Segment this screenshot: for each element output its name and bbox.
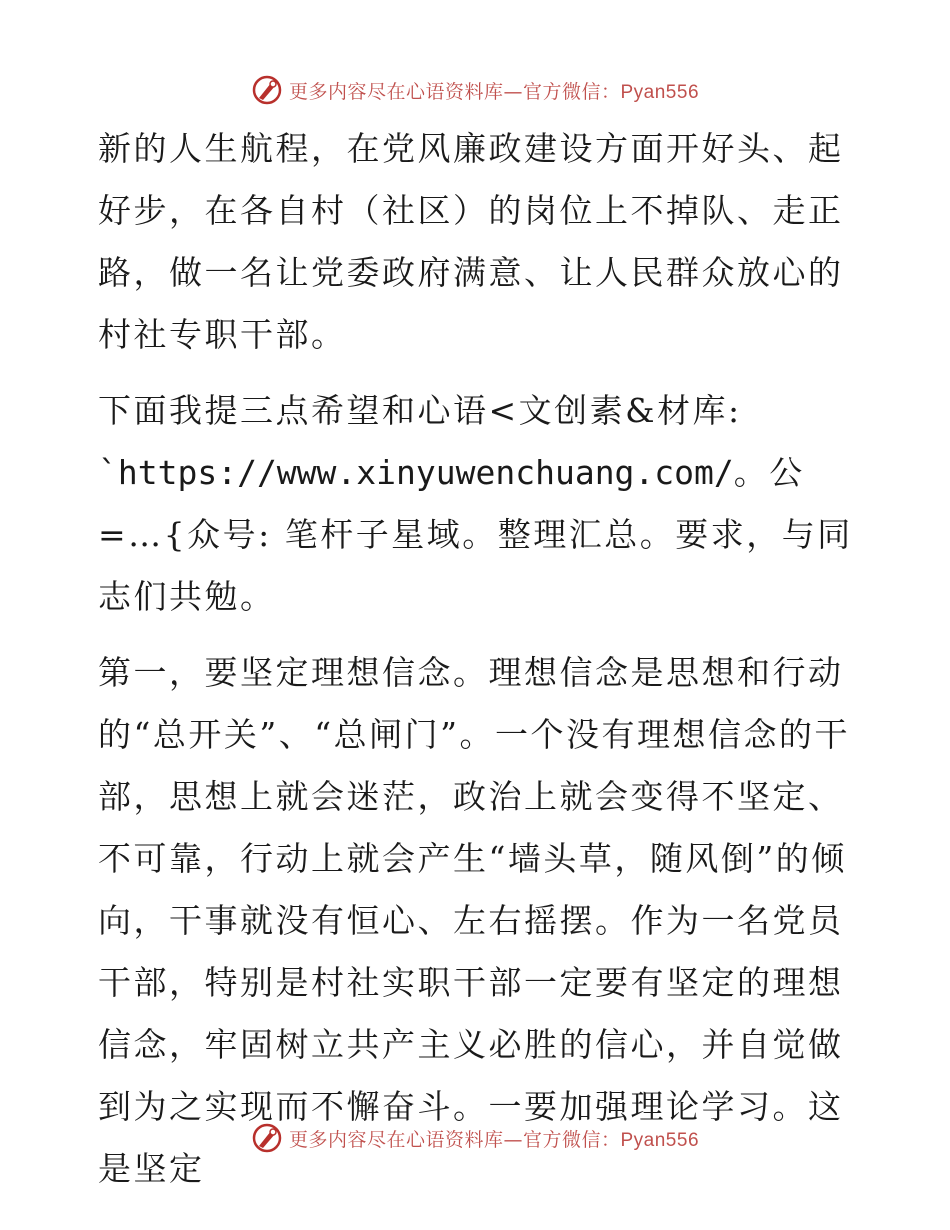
paragraph-2 bbox=[98, 380, 858, 628]
paragraph-3: 第一，要坚定理想信念。理想信念是思想和行动的“总开关”、“总闸门”。一个没有理想信念的干部，思想上就会迷茫，政治上就会变得不坚定、不可靠，行动上就会产生“墙头草，随风倒”的倾向，干事就没有恒心、左右摇摆。作为一名党员干部，特别是村社实职干部一定要有坚定的理想信念，牢固树立共产主义必胜的信心，并自觉做到为之实现而不懈奋斗。一要加强理论学习。这是坚定 bbox=[98, 653, 850, 1188]
footer-watermark-banner bbox=[0, 1118, 950, 1158]
paragraph-2-url: `https://www.xinyuwenchuang.com/ bbox=[98, 453, 734, 492]
paragraph-1: 新的人生航程，在党风廉政建设方面开好头、起好步，在各自村（社区）的岗位上不掉队、走正路，做一名让党委政府满意、让人民群众放心的村社专职干部。 bbox=[98, 129, 844, 354]
header-wechat-id: Pyan556 bbox=[620, 81, 700, 103]
ink-pen-logo-icon bbox=[251, 74, 283, 106]
paragraph-2-text-b: 。公=…{众号: 笔杆子星域。整理汇总。要求，与同志们共勉。 bbox=[98, 453, 853, 616]
footer-banner-text: 更多内容尽在心语资料库—官方微信：Pyan556 bbox=[288, 1128, 700, 1151]
paragraph-2-text-a: 下面我提三点希望和心语<文创素&材库: bbox=[98, 391, 742, 430]
header-banner-text: 更多内容尽在心语资料库—官方微信：Pyan556 bbox=[288, 80, 700, 103]
header-watermark-banner bbox=[0, 70, 950, 110]
document-body bbox=[98, 118, 858, 1200]
ink-pen-logo-icon bbox=[251, 1122, 283, 1154]
footer-wechat-id: Pyan556 bbox=[620, 1129, 700, 1151]
